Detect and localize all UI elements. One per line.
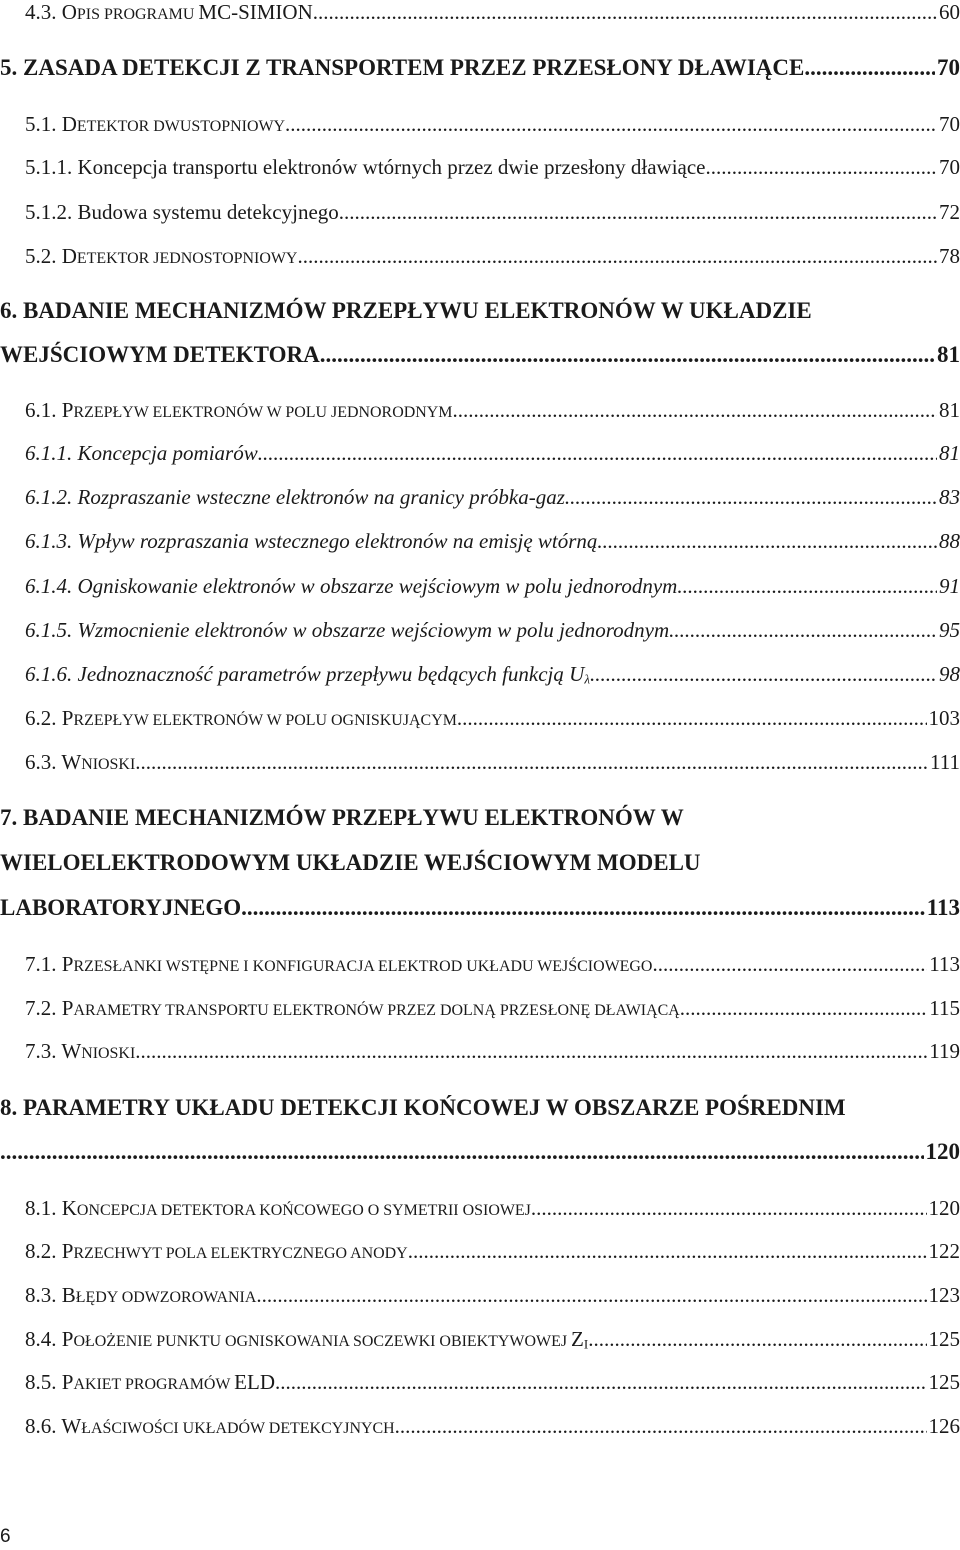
toc-entry-8-6 [0,1414,960,1439]
entry-number: 8.1. [25,1196,57,1220]
dot-leader [135,1039,927,1064]
entry-number: 8.4. [25,1327,57,1351]
entry-number: 7.3. [25,1039,57,1063]
entry-title-initial: P [61,1239,74,1263]
dot-leader [408,1239,927,1264]
entry-page: 120 [928,1196,960,1220]
entry-page: 70 [939,155,960,179]
entry-page: 125 [928,1327,960,1351]
entry-title: 6.1.4. Ogniskowanie elektronów w obszarze wejściowym w polu jednorodnym [25,574,678,598]
entry-number: 4.3. [25,0,57,24]
toc-entry-5-1-1 [0,155,960,180]
toc-entry-6-1-5 [0,618,960,643]
entry-title: ŁAŚCIWOŚCI UKŁADÓW DETEKCYJNYCH [81,1420,395,1437]
entry-page: 113 [929,952,960,976]
entry-title: 5.1.1. Koncepcja transportu elektronów wtórnych przez dwie przesłony dławiące [25,155,706,179]
entry-number: 8.5. [25,1370,57,1394]
dot-leader [457,706,927,731]
entry-page: 122 [928,1239,960,1263]
entry-title: 5.1.2. Budowa systemu detekcyjnego [25,200,339,224]
dot-leader [339,200,937,225]
entry-title: NIOSKI [81,1045,136,1062]
dot-leader [452,398,937,423]
entry-number: 8.3. [25,1283,57,1307]
entry-page: 70 [937,55,960,80]
toc-entry-8-3 [0,1283,960,1308]
toc-entry-8 [0,1139,960,1165]
entry-page: 83 [939,485,960,509]
entry-title-initial: D [61,112,77,136]
entry-page: 119 [929,1039,960,1063]
entry-page: 91 [939,574,960,598]
dot-leader [297,244,937,269]
dot-leader [285,112,937,137]
toc-entry-8-1 [0,1196,960,1221]
toc-entry-6-1-6 [0,662,960,688]
entry-title: 7. BADANIE MECHANIZMÓW PRZEPŁYWU ELEKTRONÓW W [0,805,684,830]
entry-subscript: I [583,1336,589,1352]
entry-page: 60 [939,0,960,24]
entry-title: LABORATORYJNEGO [0,895,242,920]
dot-leader [669,618,937,643]
entry-page: 113 [926,895,960,920]
toc-entry-5 [0,55,960,81]
entry-number: 8.2. [25,1239,57,1263]
toc-entry-6-1 [0,398,960,423]
entry-title-initial: P [61,996,74,1020]
entry-title: ŁĘDY ODWZOROWANIA [75,1289,257,1306]
dot-leader [313,0,937,25]
entry-number: 5.2. [25,244,57,268]
dot-leader [395,1414,927,1439]
entry-title: ONCEPCJA DETEKTORA KOŃCOWEGO O SYMETRII OSIOWEJ [76,1202,531,1219]
dot-leader [652,952,927,977]
entry-page: 126 [928,1414,960,1438]
dot-leader [258,441,937,466]
entry-page: 95 [939,618,960,642]
entry-title-initial: P [61,706,74,730]
dot-leader [135,750,928,775]
entry-page: 81 [937,342,960,367]
entry-page: 70 [939,112,960,136]
entry-title: 6.1.5. Wzmocnienie elektronów w obszarze wejściowym w polu jednorodnym [25,618,670,642]
dot-leader [275,1370,927,1395]
entry-page: 98 [939,662,960,686]
entry-title-initial: P [61,1327,74,1351]
toc-entry-7-line2 [0,850,701,876]
entry-title-rest: MC-SIMION [198,0,313,24]
entry-title: 6.1.2. Rozpraszanie wsteczne elektronów na granicy próbka-gaz [25,485,565,509]
entry-page: 115 [929,996,960,1020]
entry-number: 5.1. [25,112,57,136]
entry-number: 8.6. [25,1414,57,1438]
toc-entry-6-1-2 [0,485,960,510]
entry-page: 111 [930,750,960,774]
entry-title-initial: P [61,952,74,976]
entry-title: 6.1.3. Wpływ rozpraszania wstecznego elektronów na emisję wtórną [25,529,598,553]
entry-title-initial: W [61,1414,82,1438]
entry-title: ETEKTOR DWUSTOPNIOWY [76,118,286,135]
entry-page: 78 [939,244,960,268]
entry-title: 6.1.6. Jednoznaczność parametrów przepływu będących funkcją U [25,662,585,686]
toc-entry-8-2 [0,1239,960,1264]
entry-page: 81 [939,398,960,422]
entry-title-initial: K [61,1196,77,1220]
entry-title: 6. BADANIE MECHANIZMÓW PRZEPŁYWU ELEKTRONÓW W UKŁADZIE [0,298,812,323]
dot-leader [590,662,937,687]
entry-title: OŁOŻENIE PUNKTU OGNISKOWANIA SOCZEWKI OBIEKTYWOWEJ [73,1333,572,1350]
toc-entry-6 [0,342,960,368]
entry-title: WIELOELEKTRODOWYM UKŁADZIE WEJŚCIOWYM MODELU [0,850,701,875]
dot-leader [320,342,935,368]
dot-leader [531,1196,927,1221]
entry-title-initial: P [61,1370,74,1394]
entry-title-rest: Z [571,1327,584,1351]
toc-entry-7 [0,895,960,921]
toc-entry-5-1 [0,112,960,137]
entry-title: RZEPŁYW ELEKTRONÓW W POLU OGNISKUJĄCYM [73,712,457,729]
toc-entry-6-2 [0,706,960,731]
entry-page: 103 [928,706,960,730]
dot-leader [0,1139,924,1165]
dot-leader [588,1327,926,1352]
page-number: 6 [0,1526,11,1547]
entry-page: 88 [939,529,960,553]
entry-title-initial: P [61,398,74,422]
toc-entry-4-3 [0,0,960,25]
entry-title: PIS PROGRAMU [76,6,199,23]
toc-entry-7-1 [0,952,960,977]
toc-entry-6-1-1 [0,441,960,466]
entry-number: 7.2. [25,996,57,1020]
toc-entry-6-1-3 [0,529,960,554]
dot-leader [241,895,925,921]
entry-title-initial: B [61,1283,76,1307]
entry-title: WEJŚCIOWYM DETEKTORA [0,342,320,367]
entry-page: 125 [928,1370,960,1394]
entry-title: RZECHWYT POLA ELEKTRYCZNEGO ANODY [73,1245,408,1262]
entry-number: 6.2. [25,706,57,730]
toc-entry-7-3 [0,1039,960,1064]
dot-leader [677,574,937,599]
toc-entry-7-line1 [0,805,684,831]
entry-page: 123 [928,1283,960,1307]
entry-number: 6.1. [25,398,57,422]
entry-page: 81 [939,441,960,465]
toc-entry-8-line1 [0,1095,846,1121]
entry-title: 5. ZASADA DETEKCJI Z TRANSPORTEM PRZEZ PRZESŁONY DŁAWIĄCE [0,55,805,80]
entry-title-initial: D [61,244,77,268]
dot-leader [680,996,927,1021]
entry-number: 7.1. [25,952,57,976]
entry-title: ETEKTOR JEDNOSTOPNIOWY [76,250,298,267]
entry-page: 72 [939,200,960,224]
dot-leader [804,55,935,81]
toc-entry-6-3 [0,750,960,775]
toc-entry-5-2 [0,244,960,269]
entry-title: 6.1.1. Koncepcja pomiarów [25,441,258,465]
dot-leader [597,529,937,554]
entry-page: 120 [925,1139,960,1164]
toc-entry-6-line1 [0,298,812,324]
entry-title-rest: ELD [234,1370,275,1394]
entry-title: AKIET PROGRAMÓW [73,1376,235,1393]
dot-leader [256,1283,926,1308]
toc-entry-6-1-4 [0,574,960,599]
toc-entry-7-2 [0,996,960,1021]
entry-title: RZEPŁYW ELEKTRONÓW W POLU JEDNORODNYM [73,404,453,421]
dot-leader [706,155,937,180]
entry-title: ARAMETRY TRANSPORTU ELEKTRONÓW PRZEZ DOLNĄ PRZESŁONĘ DŁAWIĄCĄ [73,1002,680,1019]
entry-title: RZESŁANKI WSTĘPNE I KONFIGURACJA ELEKTROD UKŁADU WEJŚCIOWEGO [73,958,653,975]
toc-entry-8-5 [0,1370,960,1395]
entry-title-initial: W [61,1039,82,1063]
entry-title: 8. PARAMETRY UKŁADU DETEKCJI KOŃCOWEJ W OBSZARZE POŚREDNIM [0,1095,846,1120]
toc-entry-5-1-2 [0,200,960,225]
entry-subscript: λ [584,671,590,687]
entry-title: NIOSKI [81,756,136,773]
entry-title-initial: O [61,0,77,24]
dot-leader [565,485,937,510]
entry-number: 6.3. [25,750,57,774]
entry-title-initial: W [61,750,82,774]
toc-entry-8-4 [0,1327,960,1353]
